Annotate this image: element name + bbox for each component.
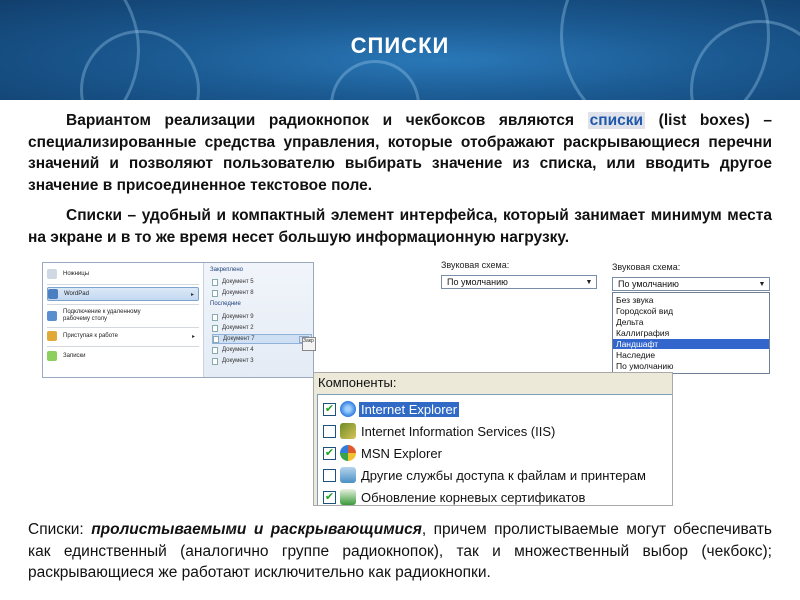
remote-desktop-icon xyxy=(47,311,57,321)
start-menu-item[interactable]: Подключение к удаленному рабочему столу xyxy=(47,307,199,325)
page-title: СПИСКИ xyxy=(350,33,450,58)
jump-list-item[interactable]: Документ 4 xyxy=(212,345,312,355)
jump-list xyxy=(203,263,314,378)
intro-text-before: Вариантом реализации радиокнопок и чекбоксов являются xyxy=(66,112,588,129)
jump-list-item-selected[interactable]: Документ 7 xyxy=(212,334,312,344)
iis-icon xyxy=(340,423,356,439)
tooltip: Закр xyxy=(302,337,316,351)
second-paragraph xyxy=(28,205,772,248)
checkbox[interactable]: ✔ xyxy=(324,490,335,503)
recent-header: Последние xyxy=(210,301,241,307)
document-icon xyxy=(212,358,218,365)
component-item[interactable]: Internet Information Services (IIS) xyxy=(318,420,673,442)
emphasized-text: пролистываемыми и раскрывающимися xyxy=(91,521,422,538)
document-icon xyxy=(212,290,218,297)
divider xyxy=(47,284,199,285)
jump-list-item[interactable]: Документ 3 xyxy=(212,356,312,366)
sound-scheme-label: Звуковая схема: xyxy=(612,262,681,272)
dropdown-option-selected[interactable]: Ландшафт xyxy=(613,339,769,349)
jump-list-item[interactable]: Документ 9 xyxy=(212,312,312,322)
sound-scheme-options xyxy=(612,292,770,374)
jump-list-item[interactable]: Документ 8 xyxy=(212,288,312,298)
sound-scheme-dropdown[interactable]: По умолчанию ▼ xyxy=(612,277,770,291)
sound-scheme-expanded xyxy=(606,257,774,375)
start-menu-item[interactable]: Записки xyxy=(47,349,199,363)
divider xyxy=(47,346,199,347)
wordpad-icon xyxy=(48,289,58,299)
component-item[interactable]: ✔ Обновление корневых сертификатов xyxy=(324,489,586,505)
start-menu-item[interactable]: Приступая к работе ▸ xyxy=(47,329,199,343)
components-list xyxy=(317,394,673,506)
intro-paragraph xyxy=(28,110,772,196)
msn-explorer-icon xyxy=(340,445,356,461)
highlighted-term: списки xyxy=(589,112,644,129)
document-icon xyxy=(212,279,218,286)
dropdown-option[interactable]: Наследие xyxy=(616,350,656,360)
chevron-down-icon[interactable]: ▼ xyxy=(585,278,593,286)
component-item[interactable]: ✔ Internet Explorer xyxy=(324,401,458,417)
summary-paragraph: Списки: пролистываемыми и раскрывающимися, причем пролистываемые могут обеспечивать как единственный (аналогично группе радиокнопок), так и множественный выбор (чекбокс); раскрывающиеся же работают исключительно как радиокнопки. xyxy=(28,521,772,581)
dropdown-option[interactable]: По умолчанию xyxy=(616,361,674,371)
components-label: Компоненты: xyxy=(318,375,397,390)
chevron-right-icon: ▸ xyxy=(191,333,195,340)
pinned-header: Закреплено xyxy=(210,267,243,273)
start-menu-programs xyxy=(43,263,203,378)
certificate-icon xyxy=(340,489,356,505)
dropdown-option[interactable]: Без звука xyxy=(616,295,654,305)
dropdown-option[interactable]: Каллиграфия xyxy=(616,328,670,338)
start-menu-screenshot xyxy=(42,262,314,378)
sound-scheme-dropdown[interactable]: По умолчанию ▼ xyxy=(441,275,597,289)
document-icon xyxy=(212,325,218,332)
chevron-down-icon[interactable]: ▼ xyxy=(758,280,766,288)
checkbox[interactable] xyxy=(323,425,336,438)
getting-started-icon xyxy=(47,331,57,341)
checkbox[interactable]: ✔ xyxy=(324,446,335,459)
dropdown-option[interactable]: Дельта xyxy=(616,317,644,327)
file-printer-services-icon xyxy=(340,467,356,483)
dropdown-option[interactable]: Городской вид xyxy=(616,306,674,316)
start-menu-item-selected[interactable]: WordPad ▸ xyxy=(47,287,199,301)
second-paragraph-text: Списки – удобный и компактный элемент интерфейса, который занимает минимум места на экране и в то же время несет большую информационную нагрузку. xyxy=(28,207,772,246)
chevron-right-icon: ▸ xyxy=(190,291,194,298)
components-panel xyxy=(313,372,673,506)
jump-list-item[interactable]: Документ 2 xyxy=(212,323,312,333)
internet-explorer-icon xyxy=(340,401,356,417)
start-menu-item[interactable]: Ножницы xyxy=(47,267,199,281)
checkbox[interactable]: ✔ xyxy=(324,402,335,415)
intro-text-after: (list boxes) – специализированные средства управления, которые отображают раскрывающиеся перечни значений и позволяют пользователю выбирать значение из списка, или вводить другое значение в присоединенное текстовое поле. xyxy=(28,112,772,194)
sound-scheme-collapsed xyxy=(433,257,601,303)
sound-scheme-label: Звуковая схема: xyxy=(441,260,510,270)
jump-list-item[interactable]: Документ 5 xyxy=(212,277,312,287)
header-banner xyxy=(0,0,800,100)
document-icon xyxy=(212,314,218,321)
sticky-notes-icon xyxy=(47,351,57,361)
component-item[interactable]: Другие службы доступа к файлам и принтерам xyxy=(318,464,673,486)
divider xyxy=(47,327,199,328)
component-item[interactable]: ✔ MSN Explorer xyxy=(324,445,442,461)
checkbox[interactable] xyxy=(323,469,336,482)
document-icon xyxy=(212,347,218,354)
divider xyxy=(47,304,199,305)
scissors-icon xyxy=(47,269,57,279)
document-icon xyxy=(213,336,219,343)
